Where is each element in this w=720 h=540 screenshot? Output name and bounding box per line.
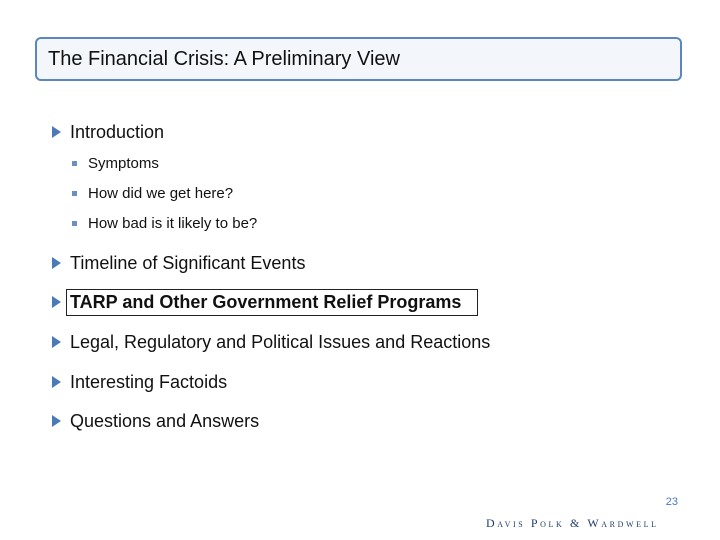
- slide-title: The Financial Crisis: A Preliminary View: [48, 47, 400, 70]
- triangle-bullet-icon: [52, 415, 61, 427]
- sub-item-label: How bad is it likely to be?: [88, 214, 258, 232]
- sub-item-symptoms: [72, 153, 159, 173]
- sub-item-label: Symptoms: [88, 154, 159, 172]
- agenda-item-timeline: [52, 251, 305, 275]
- sub-item-how-did-we-get-here: [72, 183, 233, 203]
- agenda-item-legal: [52, 330, 490, 354]
- agenda-item-label: Introduction: [70, 121, 165, 142]
- sub-item-label: How did we get here?: [88, 184, 234, 202]
- triangle-bullet-icon: [52, 296, 61, 308]
- sub-item-how-bad: [72, 213, 257, 233]
- triangle-bullet-icon: [52, 126, 61, 138]
- square-bullet-icon: [72, 221, 77, 226]
- page-number: 23: [665, 496, 678, 508]
- square-bullet-icon: [72, 161, 77, 166]
- current-section-highlight: [66, 289, 478, 316]
- triangle-bullet-icon: [52, 257, 61, 269]
- agenda-item-label: Questions and Answers: [70, 410, 260, 431]
- agenda-item-introduction: [52, 120, 164, 144]
- agenda-item-label: Legal, Regulatory and Political Issues and Reactions: [70, 331, 491, 352]
- agenda-item-label: Timeline of Significant Events: [70, 252, 306, 273]
- triangle-bullet-icon: [52, 336, 61, 348]
- square-bullet-icon: [72, 191, 77, 196]
- agenda-item-questions: [52, 409, 259, 433]
- agenda-item-label: TARP and Other Government Relief Programs: [70, 291, 462, 312]
- firm-logo: Davis Polk & Wardwell: [486, 516, 659, 530]
- triangle-bullet-icon: [52, 376, 61, 388]
- agenda-item-factoids: [52, 370, 227, 394]
- title-box: [35, 37, 682, 81]
- agenda-item-label: Interesting Factoids: [70, 371, 228, 392]
